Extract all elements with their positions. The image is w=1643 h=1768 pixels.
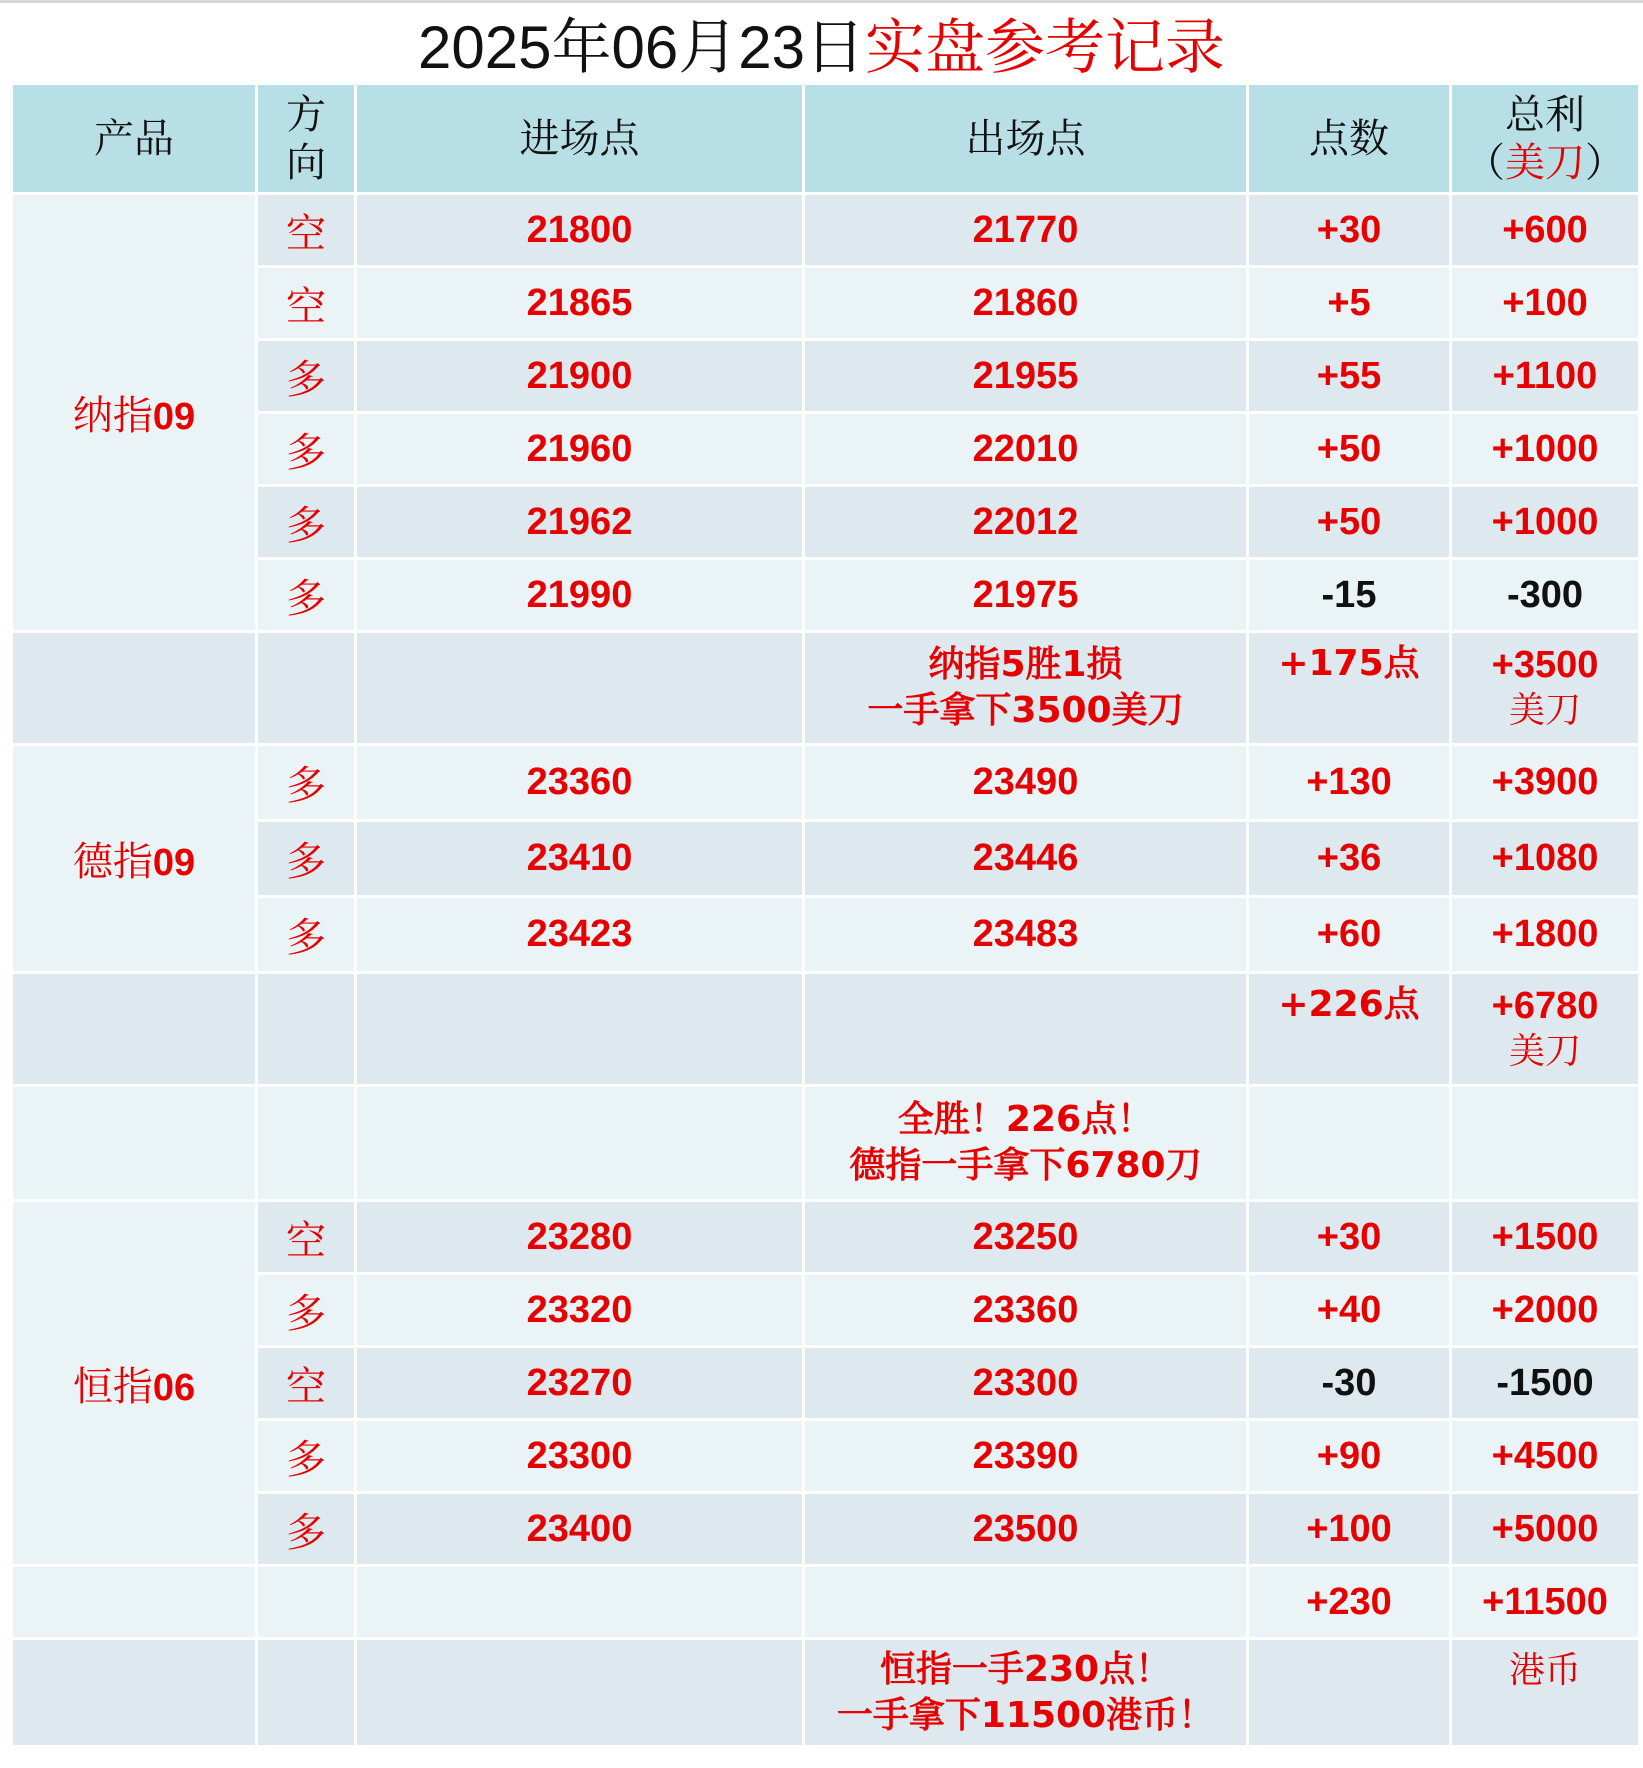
table-row	[12, 1274, 1640, 1347]
header-points: 点数	[1248, 84, 1451, 194]
entry-cell: 23360	[356, 745, 804, 821]
table-row	[12, 1347, 1640, 1420]
direction-cell: 多	[257, 486, 356, 559]
table-row	[12, 897, 1640, 973]
summary-row-nasdaq	[12, 632, 1640, 745]
exit-cell: 23490	[804, 745, 1248, 821]
summary-row-dax	[12, 973, 1640, 1086]
table-row	[12, 486, 1640, 559]
exit-cell: 23483	[804, 897, 1248, 973]
exit-cell: 23390	[804, 1420, 1248, 1493]
exit-cell: 21860	[804, 267, 1248, 340]
direction-cell: 空	[257, 1201, 356, 1274]
direction-cell: 多	[257, 897, 356, 973]
profit-cell: +2000	[1451, 1274, 1640, 1347]
entry-cell: 23270	[356, 1347, 804, 1420]
points-cell: +55	[1248, 340, 1451, 413]
points-cell: +50	[1248, 413, 1451, 486]
points-cell: +5	[1248, 267, 1451, 340]
product-hsi: 恒指06	[12, 1201, 257, 1566]
title-subject: 实盘参考记录	[864, 14, 1225, 81]
header-profit-unit: 美刀	[1505, 139, 1585, 186]
table-row	[12, 821, 1640, 897]
summary-note: 全胜！226点！ 德指一手拿下6780刀	[804, 1086, 1248, 1201]
entry-cell: 21990	[356, 559, 804, 632]
profit-cell: +1800	[1451, 897, 1640, 973]
points-cell: -30	[1248, 1347, 1451, 1420]
points-cell: +100	[1248, 1493, 1451, 1566]
summary-note: 恒指一手230点！ 一手拿下11500港币！	[804, 1639, 1248, 1747]
exit-cell: 21770	[804, 194, 1248, 267]
header-entry: 进场点	[356, 84, 804, 194]
note-row-dax	[12, 1086, 1640, 1201]
summary-profit: +6780 美刀	[1451, 973, 1640, 1086]
entry-cell: 23423	[356, 897, 804, 973]
note-row-hsi	[12, 1639, 1640, 1747]
points-cell: +90	[1248, 1420, 1451, 1493]
summary-profit-unit: 港币	[1451, 1639, 1640, 1747]
entry-cell: 21962	[356, 486, 804, 559]
entry-cell: 21865	[356, 267, 804, 340]
header-product: 产品	[12, 84, 257, 194]
points-cell: +130	[1248, 745, 1451, 821]
profit-cell: +1000	[1451, 486, 1640, 559]
exit-cell: 21975	[804, 559, 1248, 632]
summary-note: 纳指5胜1损 一手拿下3500美刀	[804, 632, 1248, 745]
table-row	[12, 1420, 1640, 1493]
table-row	[12, 1493, 1640, 1566]
table-row	[12, 340, 1640, 413]
direction-cell: 空	[257, 1347, 356, 1420]
entry-cell: 21960	[356, 413, 804, 486]
exit-cell: 22010	[804, 413, 1248, 486]
trade-record-table	[10, 82, 1641, 1748]
direction-cell: 多	[257, 1420, 356, 1493]
table-row	[12, 1201, 1640, 1274]
exit-cell: 21955	[804, 340, 1248, 413]
profit-cell: +4500	[1451, 1420, 1640, 1493]
exit-cell: 23300	[804, 1347, 1248, 1420]
header-direction: 方 向	[257, 84, 356, 194]
direction-cell: 多	[257, 821, 356, 897]
direction-cell: 多	[257, 745, 356, 821]
table-row	[12, 413, 1640, 486]
entry-cell: 21900	[356, 340, 804, 413]
profit-cell: +1080	[1451, 821, 1640, 897]
summary-points: +230	[1248, 1566, 1451, 1639]
profit-cell: +5000	[1451, 1493, 1640, 1566]
exit-cell: 22012	[804, 486, 1248, 559]
direction-cell: 多	[257, 1274, 356, 1347]
exit-cell: 23500	[804, 1493, 1248, 1566]
profit-cell: +1000	[1451, 413, 1640, 486]
direction-cell: 多	[257, 413, 356, 486]
product-nasdaq: 纳指09	[12, 194, 257, 632]
header-profit: 总利 （美刀）	[1451, 84, 1640, 194]
direction-cell: 多	[257, 559, 356, 632]
exit-cell: 23360	[804, 1274, 1248, 1347]
points-cell: +30	[1248, 194, 1451, 267]
profit-cell: +1500	[1451, 1201, 1640, 1274]
summary-profit: +11500	[1451, 1566, 1640, 1639]
product-dax: 德指09	[12, 745, 257, 973]
points-cell: -15	[1248, 559, 1451, 632]
table-row	[12, 745, 1640, 821]
header-exit: 出场点	[804, 84, 1248, 194]
page-title	[0, 10, 1643, 86]
top-rule	[0, 0, 1643, 3]
summary-points: +226点	[1248, 973, 1451, 1086]
exit-cell: 23250	[804, 1201, 1248, 1274]
profit-cell: +3900	[1451, 745, 1640, 821]
header-row	[12, 84, 1640, 194]
direction-cell: 多	[257, 340, 356, 413]
profit-cell: -300	[1451, 559, 1640, 632]
profit-cell: +600	[1451, 194, 1640, 267]
table-row	[12, 559, 1640, 632]
profit-cell: -1500	[1451, 1347, 1640, 1420]
table-row	[12, 267, 1640, 340]
entry-cell: 23300	[356, 1420, 804, 1493]
direction-cell: 多	[257, 1493, 356, 1566]
entry-cell: 23280	[356, 1201, 804, 1274]
entry-cell: 21800	[356, 194, 804, 267]
summary-points: +175点	[1248, 632, 1451, 745]
summary-row-hsi	[12, 1566, 1640, 1639]
entry-cell: 23320	[356, 1274, 804, 1347]
direction-cell: 空	[257, 267, 356, 340]
direction-cell: 空	[257, 194, 356, 267]
title-date: 2025年06月23日	[418, 14, 865, 81]
table-row	[12, 194, 1640, 267]
profit-cell: +100	[1451, 267, 1640, 340]
exit-cell: 23446	[804, 821, 1248, 897]
points-cell: +40	[1248, 1274, 1451, 1347]
points-cell: +36	[1248, 821, 1451, 897]
entry-cell: 23400	[356, 1493, 804, 1566]
summary-profit: +3500 美刀	[1451, 632, 1640, 745]
entry-cell: 23410	[356, 821, 804, 897]
points-cell: +60	[1248, 897, 1451, 973]
points-cell: +50	[1248, 486, 1451, 559]
profit-cell: +1100	[1451, 340, 1640, 413]
points-cell: +30	[1248, 1201, 1451, 1274]
